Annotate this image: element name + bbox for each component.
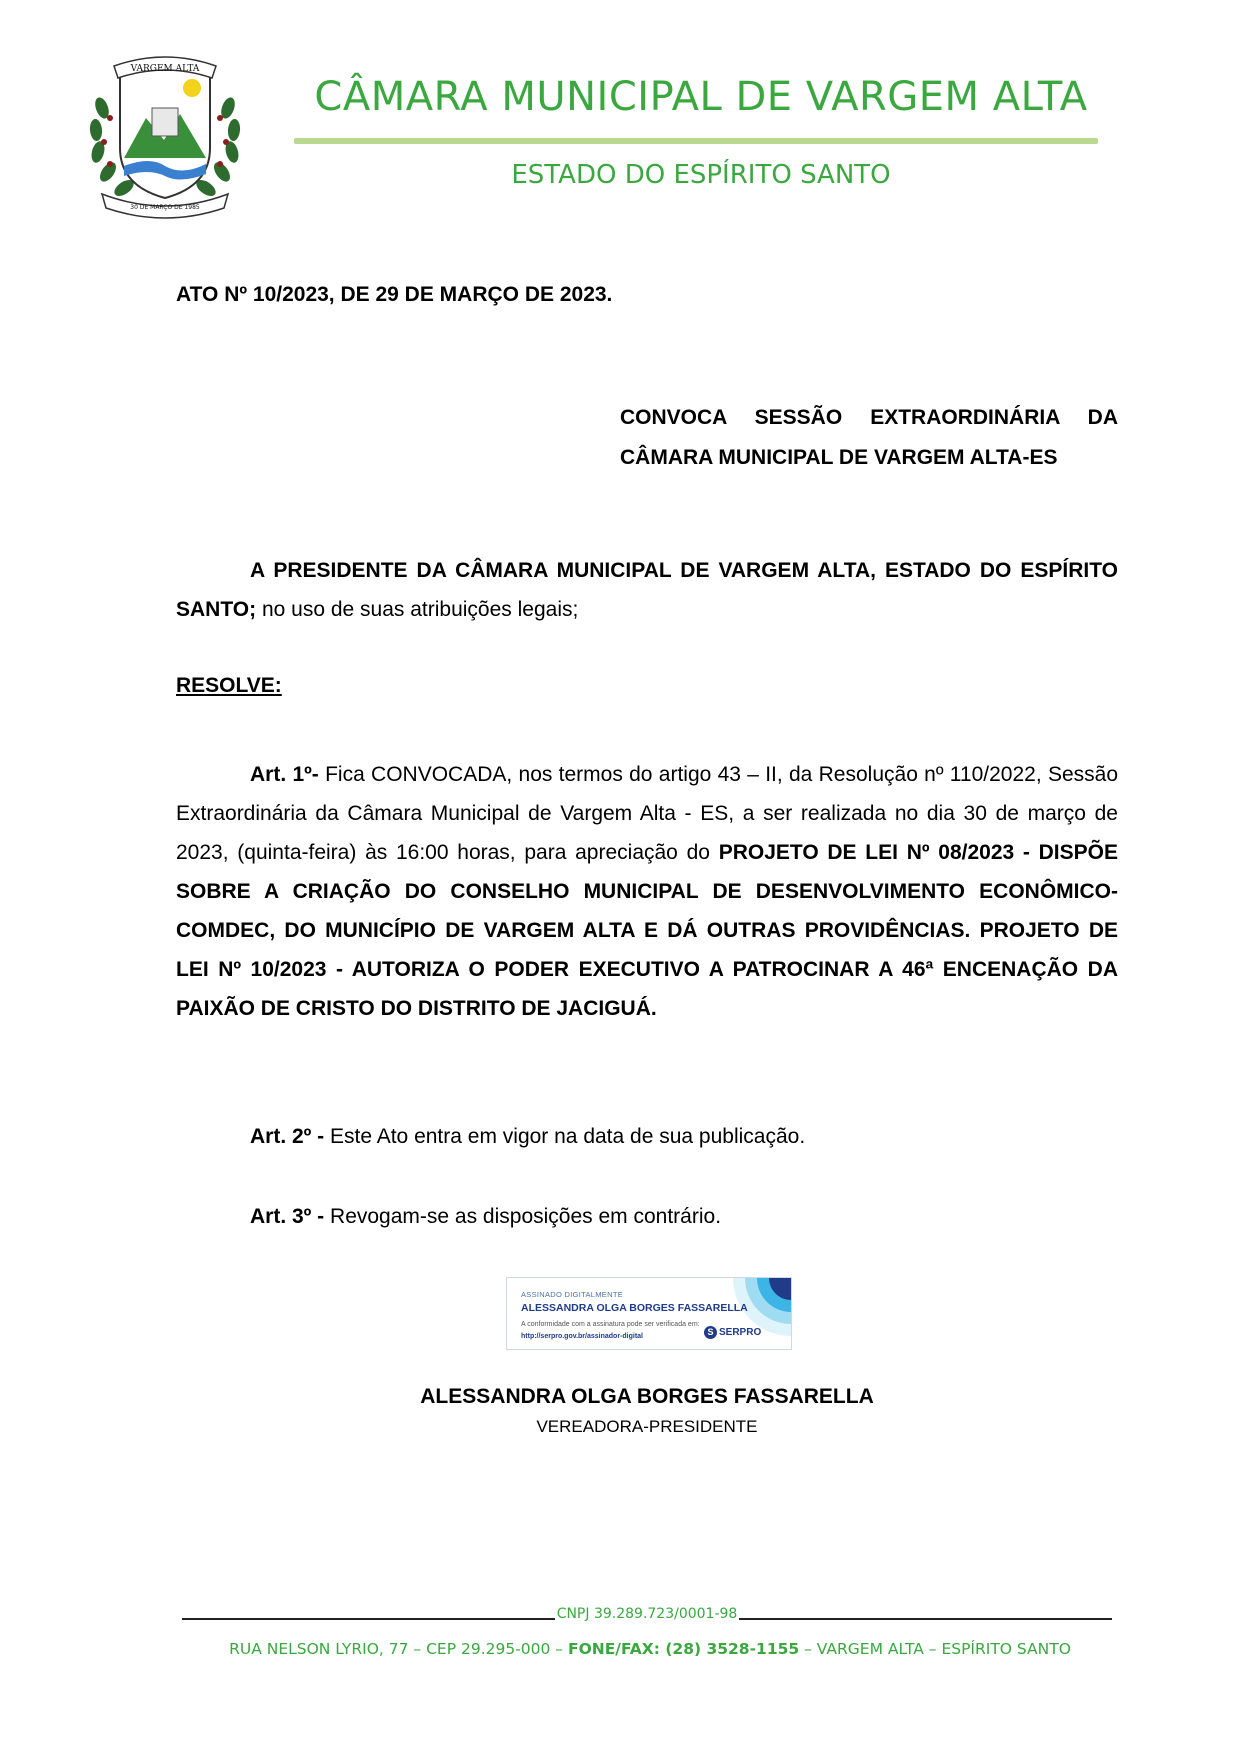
resolve-heading: RESOLVE:	[176, 674, 282, 697]
article-1-label: Art. 1º-	[250, 763, 319, 786]
footer-address	[160, 1640, 1140, 1658]
state-subtitle: ESTADO DO ESPÍRITO SANTO	[511, 160, 891, 190]
crest-top-text: VARGEM ALTA	[130, 64, 200, 74]
act-summary-line-1: CONVOCA SESSÃO EXTRAORDINÁRIA DA	[620, 406, 1118, 429]
serpro-logo-icon: S	[704, 1326, 717, 1339]
serpro-brand: SERPRO	[719, 1327, 762, 1338]
article-2-text: Este Ato entra em vigor na data de sua publicação.	[324, 1125, 806, 1148]
stamp-verification-link[interactable]: http://serpro.gov.br/assinador-digital	[521, 1333, 643, 1340]
article-3-label: Art. 3º -	[250, 1205, 325, 1228]
signer-name: ALESSANDRA OLGA BORGES FASSARELLA	[420, 1385, 874, 1408]
article-3-text: Revogam-se as disposições em contrário.	[324, 1205, 722, 1228]
stamp-verification-note: A conformidade com a assinatura pode ser verificada em:	[521, 1321, 700, 1328]
footer-city: – VARGEM ALTA – ESPÍRITO SANTO	[799, 1640, 1071, 1658]
article-2-label: Art. 2º -	[250, 1125, 325, 1148]
article-1-bold: PROJETO DE LEI Nº 08/2023 - DISPÕE SOBRE A CRIAÇÃO DO CONSELHO MUNICIPAL DE DESENVOLVIMENTO ECONÔMICO-COMDEC, DO MUNICÍPIO DE VARGEM ALTA E DÁ OUTRAS PROVIDÊNCIAS. PROJETO DE LEI Nº 10/2023 - AUTORIZA O PODER EXECUTIVO A PATROCINAR A 46ª ENCENAÇÃO DA PAIXÃO DE CRISTO DO DISTRITO DE JACIGUÁ.	[176, 841, 1118, 1020]
preamble-text: no uso de suas atribuições legais;	[256, 598, 579, 621]
stamp-label: ASSINADO DIGITALMENTE	[521, 1290, 624, 1299]
footer-cnpj-line	[182, 1606, 1112, 1622]
footer-street: RUA NELSON LYRIO, 77 – CEP 29.295-000 –	[229, 1640, 568, 1658]
footer-phone: FONE/FAX: (28) 3528-1155	[567, 1640, 800, 1658]
crest-bottom-text: 30 DE MARÇO DE 1985	[130, 204, 200, 211]
municipal-crest-logo	[80, 48, 250, 220]
preamble-paragraph	[176, 551, 1118, 629]
footer-cnpj: CNPJ 39.289.723/0001-98	[556, 1606, 738, 1622]
chamber-title: CÂMARA MUNICIPAL DE VARGEM ALTA	[314, 74, 1088, 120]
article-3	[176, 1197, 1118, 1236]
article-1	[176, 755, 1118, 1028]
signer-role: VEREADORA-PRESIDENTE	[536, 1417, 758, 1436]
preamble-bold: A PRESIDENTE DA CÂMARA MUNICIPAL DE VARGEM ALTA, ESTADO DO ESPÍRITO SANTO;	[176, 559, 1118, 621]
header-divider	[294, 138, 1098, 144]
footer-rule-left	[182, 1606, 555, 1620]
footer-rule-right	[739, 1606, 1112, 1620]
digital-signature-stamp	[506, 1277, 792, 1350]
act-title: ATO Nº 10/2023, DE 29 DE MARÇO DE 2023.	[176, 283, 613, 306]
article-2	[176, 1117, 1118, 1156]
act-summary-line-2: CÂMARA MUNICIPAL DE VARGEM ALTA-ES	[620, 446, 1058, 469]
act-summary	[620, 398, 1118, 478]
article-1-text: Fica CONVOCADA, nos termos do artigo 43 – II, da Resolução nº 110/2022, Sessão Extraordinária da Câmara Municipal de Vargem Alta - ES, a ser realizada no dia 30 de março de 2023, (quinta-feira) às 16:00 horas, para apreciação do	[176, 763, 1118, 864]
stamp-signer-name: ALESSANDRA OLGA BORGES FASSARELLA	[521, 1302, 748, 1314]
